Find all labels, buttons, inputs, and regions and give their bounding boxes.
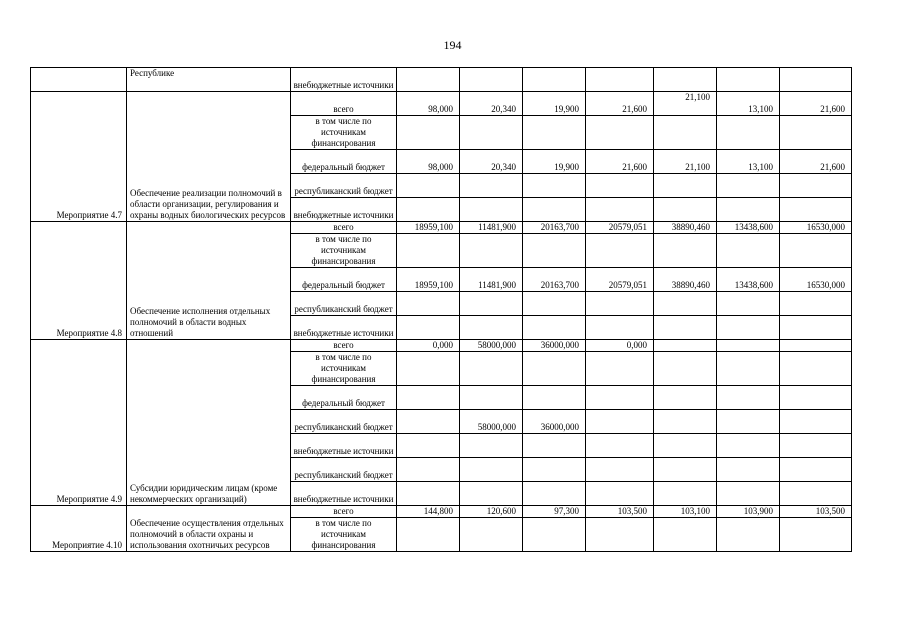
measure-description: Обеспечение исполнения отдельных полномочий в области водных отношений xyxy=(127,222,291,340)
value-cell xyxy=(523,386,586,410)
value-cell xyxy=(460,68,523,92)
funding-source: федеральный бюджет xyxy=(291,268,397,292)
funding-source: в том числе по источникам финансирования xyxy=(291,352,397,386)
value-cell: 16530,000 xyxy=(780,222,852,234)
measure-label: Мероприятие 4.9 xyxy=(31,340,127,506)
value-cell xyxy=(654,482,717,506)
value-cell: 38890,460 xyxy=(654,222,717,234)
value-cell xyxy=(654,518,717,552)
measure-description: Обеспечение реализации полномочий в области организации, регулирования и охраны водных биологических ресурсов xyxy=(127,92,291,222)
value-cell: 13438,600 xyxy=(717,222,780,234)
page-number: 194 xyxy=(443,38,462,52)
budget-table xyxy=(30,67,852,552)
value-cell: 120,600 xyxy=(460,506,523,518)
funding-source: республиканский бюджет xyxy=(291,410,397,434)
value-cell xyxy=(397,352,460,386)
value-cell: 103,500 xyxy=(780,506,852,518)
measure-label: Мероприятие 4.8 xyxy=(31,222,127,340)
value-cell xyxy=(586,458,654,482)
funding-source: в том числе по источникам финансирования xyxy=(291,518,397,552)
value-cell xyxy=(460,386,523,410)
value-cell xyxy=(780,434,852,458)
funding-source: всего xyxy=(291,92,397,116)
value-cell xyxy=(460,518,523,552)
value-cell xyxy=(523,458,586,482)
value-cell xyxy=(523,174,586,198)
value-cell: 20579,051 xyxy=(586,222,654,234)
value-cell xyxy=(397,518,460,552)
value-cell xyxy=(654,352,717,386)
value-cell: 19,900 xyxy=(523,150,586,174)
value-cell xyxy=(586,316,654,340)
table-body xyxy=(31,68,852,552)
value-cell xyxy=(780,518,852,552)
value-cell xyxy=(586,518,654,552)
value-cell xyxy=(717,386,780,410)
value-cell xyxy=(717,410,780,434)
value-cell xyxy=(717,234,780,268)
value-cell xyxy=(717,198,780,222)
value-cell xyxy=(523,116,586,150)
value-cell: 144,800 xyxy=(397,506,460,518)
value-cell xyxy=(523,198,586,222)
value-cell: 21,100 xyxy=(654,92,717,116)
value-cell xyxy=(586,352,654,386)
value-cell xyxy=(717,482,780,506)
value-cell xyxy=(586,68,654,92)
value-cell xyxy=(654,340,717,352)
measure-label: Мероприятие 4.10 xyxy=(31,506,127,552)
value-cell xyxy=(780,234,852,268)
value-cell xyxy=(460,292,523,316)
value-cell xyxy=(460,482,523,506)
value-cell xyxy=(654,198,717,222)
value-cell: 20,340 xyxy=(460,150,523,174)
funding-source: в том числе по источникам финансирования xyxy=(291,116,397,150)
value-cell xyxy=(654,410,717,434)
funding-source: внебюджетные источники xyxy=(291,198,397,222)
value-cell xyxy=(654,116,717,150)
value-cell: 21,600 xyxy=(586,92,654,116)
value-cell: 21,600 xyxy=(780,92,852,116)
value-cell xyxy=(523,68,586,92)
value-cell xyxy=(460,316,523,340)
value-cell: 21,600 xyxy=(586,150,654,174)
value-cell xyxy=(397,174,460,198)
value-cell xyxy=(780,316,852,340)
value-cell: 16530,000 xyxy=(780,268,852,292)
value-cell xyxy=(586,410,654,434)
value-cell xyxy=(717,316,780,340)
value-cell xyxy=(523,518,586,552)
value-cell xyxy=(780,482,852,506)
funding-source: всего xyxy=(291,222,397,234)
value-cell xyxy=(397,482,460,506)
value-cell xyxy=(586,198,654,222)
table-row xyxy=(31,92,852,116)
value-cell: 18959,100 xyxy=(397,222,460,234)
value-cell xyxy=(586,234,654,268)
value-cell: 21,100 xyxy=(654,150,717,174)
value-cell xyxy=(460,434,523,458)
funding-source: в том числе по источникам финансирования xyxy=(291,234,397,268)
measure-description: Субсидии юридическим лицам (кроме некоммерческих организаций) xyxy=(127,340,291,506)
value-cell xyxy=(586,482,654,506)
value-cell: 11481,900 xyxy=(460,222,523,234)
value-cell xyxy=(717,68,780,92)
value-cell: 13438,600 xyxy=(717,268,780,292)
funding-source: республиканский бюджет xyxy=(291,458,397,482)
value-cell xyxy=(460,116,523,150)
value-cell xyxy=(780,386,852,410)
value-cell xyxy=(523,234,586,268)
value-cell xyxy=(654,316,717,340)
value-cell xyxy=(717,340,780,352)
value-cell xyxy=(397,198,460,222)
value-cell xyxy=(460,352,523,386)
value-cell xyxy=(460,458,523,482)
measure-description: Республике xyxy=(127,68,291,92)
value-cell xyxy=(780,198,852,222)
value-cell: 98,000 xyxy=(397,92,460,116)
funding-source: внебюджетные источники xyxy=(291,434,397,458)
value-cell xyxy=(654,234,717,268)
value-cell: 36000,000 xyxy=(523,340,586,352)
value-cell xyxy=(397,68,460,92)
value-cell xyxy=(397,234,460,268)
value-cell xyxy=(717,292,780,316)
funding-source: всего xyxy=(291,506,397,518)
value-cell: 58000,000 xyxy=(460,340,523,352)
value-cell: 0,000 xyxy=(397,340,460,352)
value-cell: 0,000 xyxy=(586,340,654,352)
value-cell xyxy=(717,458,780,482)
value-cell xyxy=(586,174,654,198)
funding-source: внебюджетные источники xyxy=(291,316,397,340)
value-cell: 19,900 xyxy=(523,92,586,116)
value-cell xyxy=(523,316,586,340)
value-cell xyxy=(780,292,852,316)
funding-source: республиканский бюджет xyxy=(291,174,397,198)
value-cell: 103,500 xyxy=(586,506,654,518)
value-cell: 21,600 xyxy=(780,150,852,174)
value-cell: 11481,900 xyxy=(460,268,523,292)
value-cell: 103,100 xyxy=(654,506,717,518)
value-cell xyxy=(654,292,717,316)
value-cell: 38890,460 xyxy=(654,268,717,292)
value-cell xyxy=(717,116,780,150)
table-row xyxy=(31,222,852,234)
funding-source: внебюджетные источники xyxy=(291,482,397,506)
value-cell xyxy=(460,174,523,198)
value-cell: 13,100 xyxy=(717,150,780,174)
funding-source: всего xyxy=(291,340,397,352)
value-cell xyxy=(654,174,717,198)
value-cell: 20,340 xyxy=(460,92,523,116)
table-row xyxy=(31,68,852,92)
value-cell xyxy=(586,292,654,316)
table-row xyxy=(31,340,852,352)
value-cell xyxy=(397,410,460,434)
value-cell xyxy=(586,116,654,150)
value-cell xyxy=(780,116,852,150)
value-cell xyxy=(654,434,717,458)
funding-source: федеральный бюджет xyxy=(291,150,397,174)
measure-label-cell xyxy=(31,68,127,92)
funding-source: республиканский бюджет xyxy=(291,292,397,316)
value-cell xyxy=(586,434,654,458)
value-cell: 98,000 xyxy=(397,150,460,174)
measure-description: Обеспечение осуществления отдельных полномочий в области охраны и использования охотничьих ресурсов xyxy=(127,506,291,552)
value-cell xyxy=(460,198,523,222)
value-cell xyxy=(654,68,717,92)
value-cell xyxy=(397,434,460,458)
value-cell xyxy=(654,386,717,410)
value-cell xyxy=(780,352,852,386)
value-cell xyxy=(780,174,852,198)
value-cell xyxy=(780,68,852,92)
value-cell xyxy=(717,174,780,198)
value-cell: 97,300 xyxy=(523,506,586,518)
funding-source: федеральный бюджет xyxy=(291,386,397,410)
value-cell: 20163,700 xyxy=(523,222,586,234)
value-cell xyxy=(717,434,780,458)
value-cell xyxy=(397,458,460,482)
value-cell xyxy=(780,458,852,482)
value-cell xyxy=(717,518,780,552)
value-cell: 103,900 xyxy=(717,506,780,518)
value-cell xyxy=(523,434,586,458)
value-cell: 58000,000 xyxy=(460,410,523,434)
value-cell xyxy=(654,458,717,482)
value-cell xyxy=(717,352,780,386)
value-cell: 13,100 xyxy=(717,92,780,116)
value-cell: 18959,100 xyxy=(397,268,460,292)
value-cell xyxy=(397,386,460,410)
value-cell xyxy=(523,482,586,506)
value-cell xyxy=(523,292,586,316)
value-cell xyxy=(397,116,460,150)
value-cell xyxy=(780,340,852,352)
value-cell: 36000,000 xyxy=(523,410,586,434)
value-cell xyxy=(460,234,523,268)
value-cell: 20579,051 xyxy=(586,268,654,292)
table-row xyxy=(31,506,852,518)
measure-label: Мероприятие 4.7 xyxy=(31,92,127,222)
value-cell xyxy=(780,410,852,434)
value-cell xyxy=(397,292,460,316)
value-cell xyxy=(586,386,654,410)
value-cell xyxy=(523,352,586,386)
funding-source: внебюджетные источники xyxy=(291,68,397,92)
value-cell: 20163,700 xyxy=(523,268,586,292)
value-cell xyxy=(397,316,460,340)
